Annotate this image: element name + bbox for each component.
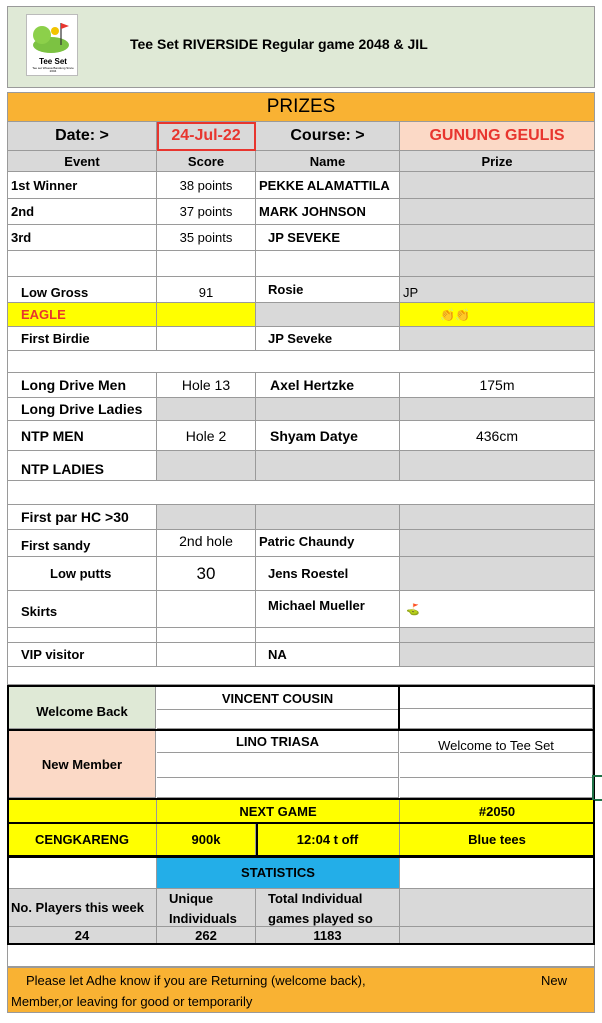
- skirts-event: Skirts: [7, 591, 157, 628]
- winner1-prize: [400, 172, 595, 199]
- stats-right-label-cell: [400, 889, 595, 927]
- first-birdie-score: [157, 327, 256, 351]
- vip-visitor-name: NA: [256, 643, 400, 667]
- ntp-ladies-prize: [400, 451, 595, 481]
- welcome-box-border: [7, 685, 9, 800]
- spacer-row: [7, 945, 595, 967]
- long-drive-ladies-name: [256, 398, 400, 421]
- vip-visitor-event: VIP visitor: [7, 643, 157, 667]
- unique-label: Unique Individuals: [157, 889, 256, 927]
- column-header-score: Score: [157, 151, 256, 172]
- next-game-border: [593, 800, 595, 856]
- ntp-men-event: NTP MEN: [7, 421, 157, 451]
- column-header-name: Name: [256, 151, 400, 172]
- tee-set-logo: [26, 14, 78, 76]
- first-birdie-event: First Birdie: [7, 327, 157, 351]
- winner3-event: 3rd: [7, 225, 157, 251]
- stats-left-cell: [7, 857, 157, 889]
- course-value: GUNUNG GEULIS: [400, 122, 595, 151]
- eagle-name: [256, 303, 400, 327]
- next-game-label: NEXT GAME: [157, 800, 400, 823]
- winner3-score: 35 points: [157, 225, 256, 251]
- long-drive-ladies-prize: [400, 398, 595, 421]
- next-game-border: [256, 822, 258, 856]
- first-sandy-name: Patric Chaundy: [256, 530, 400, 557]
- long-drive-men-prize: 175m: [400, 373, 595, 398]
- unique-value: 262: [157, 927, 256, 944]
- players-value: 24: [7, 927, 157, 944]
- players-label: No. Players this week: [7, 889, 157, 927]
- spacer-row: [7, 481, 595, 505]
- next-game-price: 900k: [157, 823, 256, 856]
- low-gross-prize: JP: [400, 277, 595, 303]
- low-putts-prize: [400, 557, 595, 591]
- page-title: Tee Set RIVERSIDE Regular game 2048 & JIL: [130, 36, 428, 52]
- stats-border: [593, 856, 595, 945]
- winner2-score: 37 points: [157, 199, 256, 225]
- long-drive-ladies-event: Long Drive Ladies: [7, 398, 157, 421]
- stats-border: [7, 856, 595, 858]
- ntp-ladies-event: NTP LADIES: [7, 451, 157, 481]
- winner1-score: 38 points: [157, 172, 256, 199]
- next-game-border: [7, 800, 9, 856]
- first-par-prize: [400, 505, 595, 530]
- low-putts-score: 30: [157, 557, 256, 591]
- ntp-men-prize: 436cm: [400, 421, 595, 451]
- vip-visitor-prize: [400, 643, 595, 667]
- welcome-back-prize-cell: [400, 709, 593, 729]
- stats-border: [7, 856, 9, 945]
- first-par-event: First par HC >30: [7, 505, 157, 530]
- welcome-box-border: [7, 729, 595, 731]
- total-value: 1183: [256, 927, 400, 944]
- winner2-event: 2nd: [7, 199, 157, 225]
- footer-line-2: Member,or leaving for good or temporarily: [11, 994, 253, 1009]
- date-value: 24-Jul-22: [157, 122, 256, 151]
- new-member-name: LINO TRIASA: [157, 731, 399, 753]
- winner3-prize: [400, 225, 595, 251]
- first-sandy-prize: [400, 530, 595, 557]
- spacer-row: [7, 351, 595, 373]
- next-game-tee-off: 12:04 t off: [256, 823, 400, 856]
- cell-selection-indicator[interactable]: [592, 775, 602, 801]
- column-header-prize: Prize: [400, 151, 595, 172]
- date-label: Date: >: [7, 122, 157, 151]
- new-member-label: New Member: [9, 731, 156, 798]
- next-game-course: CENGKARENG: [7, 823, 157, 856]
- next-game-tees: Blue tees: [400, 823, 595, 856]
- footer-line-1: Please let Adhe know if you are Returning (welcome back),: [26, 973, 366, 988]
- ntp-men-name: Shyam Datye: [256, 421, 400, 451]
- low-putts-event: Low putts: [7, 557, 157, 591]
- empty-row-cell: [256, 251, 400, 277]
- stats-right-cell: [400, 857, 595, 889]
- stats-right-value-cell: [400, 927, 595, 944]
- empty-row-cell: [7, 251, 157, 277]
- skirts-score: [157, 591, 256, 628]
- winner2-name: MARK JOHNSON: [256, 199, 400, 225]
- empty-row-cell: [157, 628, 256, 643]
- low-gross-name: Rosie: [256, 277, 400, 303]
- golf-ball-flag-icon: [27, 17, 77, 57]
- empty-row-cell: [157, 251, 256, 277]
- first-sandy-event: First sandy: [7, 530, 157, 557]
- spacer-row: [7, 667, 595, 685]
- welcome-back-line: [157, 709, 399, 729]
- empty-row-cell: [7, 628, 157, 643]
- welcome-box-border: [398, 685, 400, 729]
- next-game-left-cell: [7, 800, 157, 823]
- new-member-line: [157, 778, 399, 798]
- long-drive-men-name: Axel Hertzke: [256, 373, 400, 398]
- first-sandy-score: 2nd hole: [157, 530, 256, 557]
- winner2-prize: [400, 199, 595, 225]
- empty-row-cell: [256, 628, 400, 643]
- low-gross-score: 91: [157, 277, 256, 303]
- total-label: Total Individual games played so: [256, 889, 400, 927]
- low-putts-name: Jens Roestel: [256, 557, 400, 591]
- long-drive-men-score: Hole 13: [157, 373, 256, 398]
- eagle-event: EAGLE: [7, 303, 157, 327]
- eagle-prize-clapping-icon: 👏👏: [400, 303, 595, 327]
- empty-row-cell: [400, 251, 595, 277]
- eagle-score: [157, 303, 256, 327]
- winner1-event: 1st Winner: [7, 172, 157, 199]
- low-gross-event: Low Gross: [7, 277, 157, 303]
- ntp-ladies-score: [157, 451, 256, 481]
- next-game-number: #2050: [400, 800, 595, 823]
- new-member-note: Welcome to Tee Set: [400, 731, 593, 753]
- skirts-prize-figure-icon: ⛳: [400, 591, 595, 628]
- prizes-title: PRIZES: [7, 92, 595, 122]
- first-par-name: [256, 505, 400, 530]
- column-header-event: Event: [7, 151, 157, 172]
- next-game-border: [7, 822, 595, 824]
- winner1-name: PEKKE ALAMATTILA: [256, 172, 400, 199]
- first-birdie-name: JP Seveke: [256, 327, 400, 351]
- welcome-back-name: VINCENT COUSIN: [157, 687, 399, 709]
- empty-row-cell: [400, 628, 595, 643]
- welcome-back-label: Welcome Back: [9, 687, 156, 729]
- new-member-line: [400, 778, 593, 798]
- course-label: Course: >: [256, 122, 400, 151]
- winner3-name: JP SEVEKE: [256, 225, 400, 251]
- long-drive-men-event: Long Drive Men: [7, 373, 157, 398]
- long-drive-ladies-score: [157, 398, 256, 421]
- ntp-ladies-name: [256, 451, 400, 481]
- logo-text: Tee Set: [39, 57, 67, 66]
- first-par-score: [157, 505, 256, 530]
- skirts-name: Michael Mueller: [256, 591, 400, 628]
- footer-notice: [7, 967, 595, 1013]
- ntp-men-score: Hole 2: [157, 421, 256, 451]
- vip-visitor-score: [157, 643, 256, 667]
- new-member-line: [157, 753, 399, 778]
- new-member-line: [400, 753, 593, 778]
- footer-line-1-right: New: [541, 973, 568, 988]
- statistics-title: STATISTICS: [157, 857, 400, 889]
- welcome-back-prize-cell: [400, 687, 593, 709]
- first-birdie-prize: [400, 327, 595, 351]
- logo-subtext: Tee set Wisesa Bandung Since 2004: [32, 66, 74, 73]
- welcome-box-border: [7, 685, 595, 687]
